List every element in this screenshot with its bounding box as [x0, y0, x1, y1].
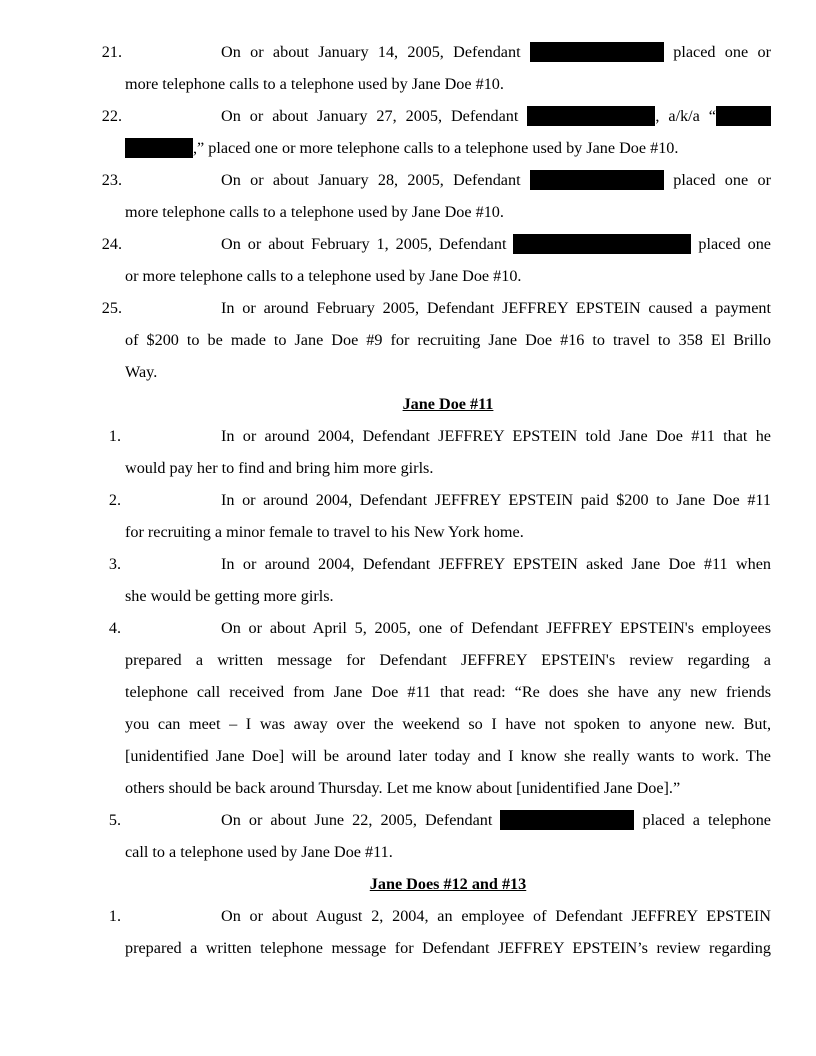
paragraph-line: [unidentified Jane Doe] will be around later today and I know she really wants to work. The: [125, 747, 771, 765]
redaction-bar: [513, 234, 691, 254]
paragraph-line: more telephone calls to a telephone used by Jane Doe #10.: [125, 75, 504, 93]
paragraph-line: Way.: [125, 363, 158, 381]
paragraph-line: On or about January 27, 2005, Defendant , a/k/a “: [221, 106, 771, 126]
paragraph-line: On or about April 5, 2005, one of Defendant JEFFREY EPSTEIN's employees: [221, 619, 771, 637]
paragraph-number: 21.: [101, 43, 122, 61]
paragraph-line: or more telephone calls to a telephone used by Jane Doe #10.: [125, 267, 522, 285]
redaction-bar: [716, 106, 771, 126]
section-heading: Jane Doe #11: [402, 395, 494, 413]
paragraph-line: for recruiting a minor female to travel to his New York home.: [125, 523, 524, 541]
paragraph-line: On or about January 14, 2005, Defendant placed one or: [221, 43, 771, 61]
paragraph-line: you can meet – I was away over the weekend so I have not spoken to anyone new. But,: [125, 715, 771, 733]
section-heading: Jane Does #12 and #13: [369, 875, 527, 893]
paragraph-number: 1.: [108, 427, 121, 445]
paragraph-line: prepared a written telephone message for Defendant JEFFREY EPSTEIN’s review regarding: [125, 939, 771, 957]
paragraph-line: On or about January 28, 2005, Defendant placed one or: [221, 171, 771, 189]
paragraph-number: 24.: [101, 235, 122, 253]
paragraph-line: telephone call received from Jane Doe #11 that read: “Re does she have any new friends: [125, 683, 771, 701]
paragraph-line: more telephone calls to a telephone used by Jane Doe #10.: [125, 203, 504, 221]
redaction-bar: [530, 170, 664, 190]
paragraph-line: In or around 2004, Defendant JEFFREY EPSTEIN paid $200 to Jane Doe #11: [221, 491, 771, 509]
paragraph-line: On or about August 2, 2004, an employee of Defendant JEFFREY EPSTEIN: [221, 907, 771, 925]
paragraph-line: would pay her to find and bring him more girls.: [125, 459, 434, 477]
paragraph-line: call to a telephone used by Jane Doe #11.: [125, 843, 393, 861]
paragraph-number: 23.: [101, 171, 122, 189]
paragraph-line: prepared a written message for Defendant JEFFREY EPSTEIN's review regarding a: [125, 651, 771, 669]
redaction-bar: [527, 106, 655, 126]
paragraph-line: of $200 to be made to Jane Doe #9 for recruiting Jane Doe #16 to travel to 358 El Brillo: [125, 331, 771, 349]
redaction-bar: [500, 810, 634, 830]
paragraph-number: 5.: [108, 811, 121, 829]
redaction-bar: [125, 138, 193, 158]
paragraph-number: 22.: [101, 107, 122, 125]
redaction-bar: [530, 42, 664, 62]
paragraph-line: In or around February 2005, Defendant JEFFREY EPSTEIN caused a payment: [221, 299, 771, 317]
paragraph-number: 25.: [101, 299, 122, 317]
paragraph-line: On or about February 1, 2005, Defendant placed one: [221, 235, 771, 253]
paragraph-line: ,” placed one or more telephone calls to a telephone used by Jane Doe #10.: [125, 138, 771, 158]
paragraph-number: 2.: [108, 491, 121, 509]
paragraph-number: 4.: [108, 619, 121, 637]
paragraph-line: she would be getting more girls.: [125, 587, 334, 605]
paragraph-line: others should be back around Thursday. Let me know about [unidentified Jane Doe].”: [125, 779, 681, 797]
paragraph-line: In or around 2004, Defendant JEFFREY EPSTEIN asked Jane Doe #11 when: [221, 555, 771, 573]
paragraph-line: In or around 2004, Defendant JEFFREY EPSTEIN told Jane Doe #11 that he: [221, 427, 771, 445]
paragraph-line: On or about June 22, 2005, Defendant placed a telephone: [221, 811, 771, 829]
paragraph-number: 1.: [108, 907, 121, 925]
paragraph-number: 3.: [108, 555, 121, 573]
